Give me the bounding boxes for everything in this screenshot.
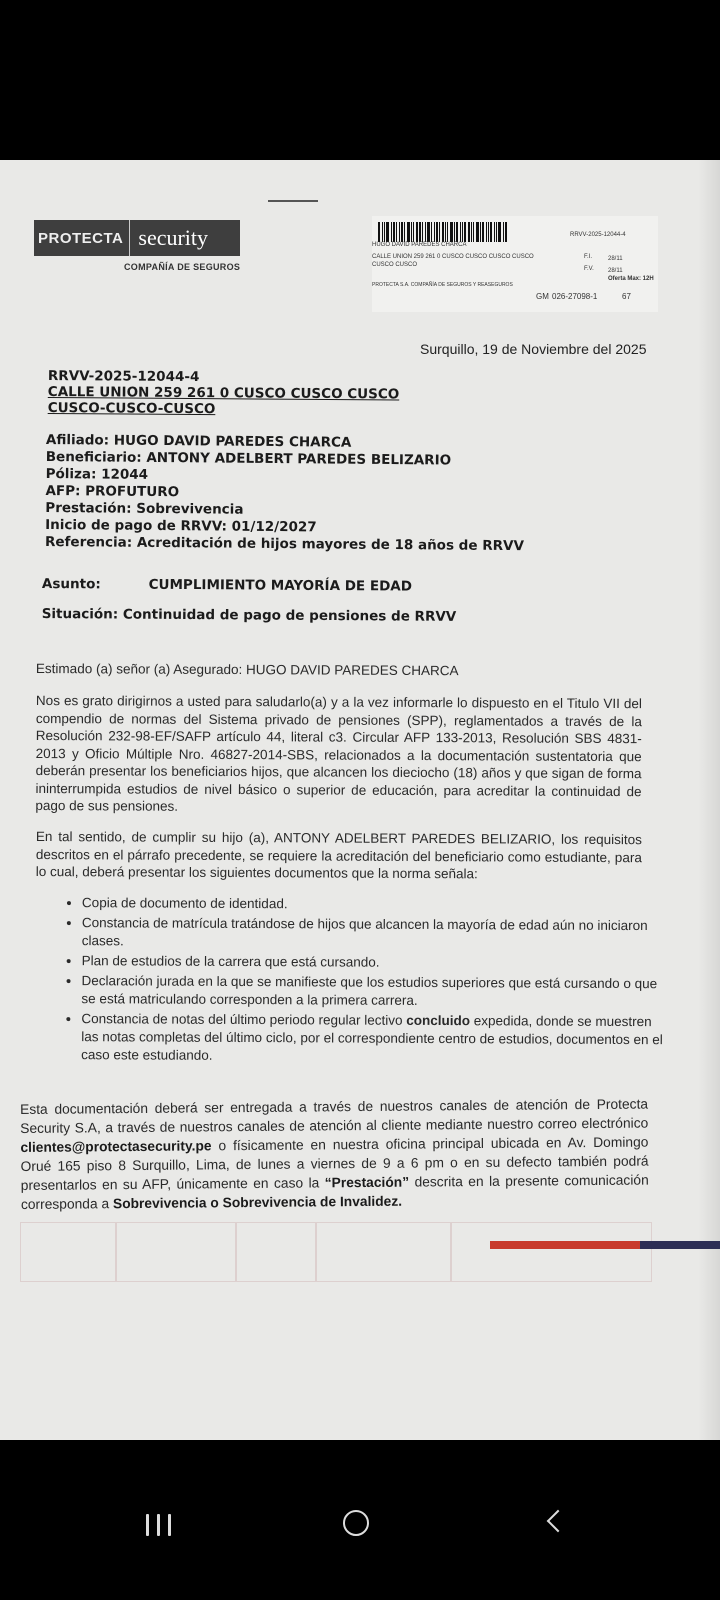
recents-icon[interactable] (146, 1514, 172, 1536)
policy-reference: RRVV-2025-12044-4 (47, 368, 200, 386)
label-footer: PROTECTA S.A. COMPAÑÍA DE SEGUROS Y REASEGUROS (372, 282, 513, 288)
address-line-2: CUSCO-CUSCO-CUSCO (47, 399, 216, 418)
info-line: Inicio de pago de RRVV: 01/12/2027 (45, 516, 317, 536)
logo-protecta: PROTECTA (38, 229, 124, 247)
subject-label: Asunto: (41, 576, 101, 593)
req5-text-a: Constancia de notas del último periodo regular lectivo (81, 1011, 407, 1028)
label-ref: RRVV-2025-12044-4 (570, 232, 626, 238)
address-line-1: CALLE UNION 259 261 0 CUSCO CUSCO CUSCO (47, 383, 400, 403)
subject-value: CUMPLIMIENTO MAYORÍA DE EDAD (148, 576, 413, 595)
info-line: Póliza: 12044 (45, 465, 149, 483)
label-fi-value: 28/11 (608, 256, 623, 262)
bleed-through-table (20, 1222, 700, 1292)
footer-stripe-red (490, 1241, 640, 1249)
paragraph-3 (20, 1095, 649, 1214)
p3-text-a: Esta documentación deberá ser entregada a través de nuestros canales de atención de Protecta Security S.A, a través de nuestros canales de atención al cliente mediante nuestro correo electrónico (20, 1096, 649, 1136)
info-line: Beneficiario: ANTONY ADELBERT PAREDES BELIZARIO (45, 448, 452, 469)
label-fv-value: 28/11 (608, 268, 623, 274)
p3-text-b: o físicamente en nuestra oficina principal ubicada en Av. Domingo Orué 165 piso 8 Surquillo, Lima, de lunes a viernes de 9 a 6 pm o en su defecto también podrá presentarlos en su AFP, únicamente en caso la (20, 1134, 649, 1193)
p3-bold-2: Sobrevivencia o Sobrevivencia de Invalidez. (112, 1193, 403, 1212)
logo-subtitle: COMPAÑÍA DE SEGUROS (124, 262, 241, 272)
label-code: 026-27098-1 (552, 292, 598, 301)
policy-info (45, 432, 525, 555)
barcode (378, 222, 528, 242)
info-line: Afiliado: HUGO DAVID PAREDES CHARCA (45, 432, 352, 451)
req5-bold: concluido (406, 1012, 471, 1029)
situation-row (42, 606, 457, 639)
logo-security: security (129, 220, 208, 256)
requirements-list (55, 894, 668, 1069)
label-name: HUGO DAVID PAREDES CHARCA (372, 242, 467, 248)
pen-mark (268, 200, 318, 202)
label-code-prefix: GM (536, 292, 549, 301)
footer-stripe-navy (640, 1241, 720, 1249)
letter-date: Surquillo, 19 de Noviembre del 2025 (420, 341, 647, 357)
situation-value: Continuidad de pago de pensiones de RRVV (122, 606, 457, 625)
list-item: • Constancia de matrícula tratándose de hijos que alcancen la mayoría de edad aún no iniciaron clases. (82, 914, 668, 953)
recipient-address (48, 368, 400, 418)
p3-bold-1: “Prestación” (324, 1174, 410, 1191)
label-address-1: CALLE UNION 259 261 0 CUSCO CUSCO CUSCO CUSCO (372, 254, 534, 260)
label-note: Oferta Max: 12H (608, 276, 654, 282)
list-item: • Plan de estudios de la carrera que está cursando. (82, 952, 668, 973)
label-fi: F.I. (584, 254, 593, 260)
req5-text-c: expedida, donde se muestren las notas completas del último ciclo, por el correspondiente centro de estudios, documentos en el caso este estudiando. (81, 1013, 663, 1063)
subject-block (42, 576, 457, 639)
mailing-label (372, 216, 658, 312)
list-item: • Declaración jurada en la que se manifieste que los estudios superiores que está cursando o que se está matriculando corresponden a la primera carrera. (81, 972, 667, 1011)
list-item (81, 1010, 667, 1067)
info-line: AFP: PROFUTURO (45, 482, 180, 501)
p3-text-c: descrita en la presente comunicación corresponda a (20, 1172, 649, 1212)
paragraph-2: En tal sentido, de cumplir su hijo (a), ANTONY ADELBERT PAREDES BELIZARIO, los requisitos descritos en el párrafo precedente, se requiere la acreditación del beneficiario como estudiante, para lo cual, deberá presentar los siguientes documentos que la norma señala: (35, 829, 642, 882)
home-icon[interactable] (343, 1510, 369, 1536)
company-logo (34, 220, 240, 272)
subject-row (42, 576, 457, 609)
paragraph-1: Nos es grato dirigirnos a usted para saludarlo(a) y a la vez informarle lo dispuesto en el Titulo VII del compendio de normas del Sistema privado de pensiones (SPP), reglamentados a través de la Resolución 232-98-EF/SAFP artículo 44, literal c3. Circular AFP 133-2013, Resolución SBS 4831-2013 y Oficio Múltiple Nro. 46827-2014-SBS, relacionados a la documentación sustentatoria que deberán presentar los beneficiarios hijos, que alcancen los dieciocho (18) años y que sigan de forma ininterrumpida estudios de nivel básico o superior de educación, para acreditar la continuidad de pago de sus pensiones. (35, 693, 642, 814)
label-code-suffix: 67 (622, 292, 631, 301)
logo-badge (34, 220, 240, 256)
info-line: Referencia: Acreditación de hijos mayores de 18 años de RRVV (44, 533, 524, 555)
contact-email: clientes@protectasecurity.pe (20, 1138, 212, 1155)
info-line: Prestación: Sobrevivencia (45, 499, 244, 518)
greeting: Estimado (a) señor (a) Asegurado: HUGO DAVID PAREDES CHARCA (35, 661, 459, 679)
situation-label: Situación: (41, 605, 119, 623)
list-item: • Copia de documento de identidad. (82, 894, 668, 915)
label-fv: F.V. (584, 266, 594, 272)
label-address-2: CUSCO CUSCO (372, 262, 418, 268)
